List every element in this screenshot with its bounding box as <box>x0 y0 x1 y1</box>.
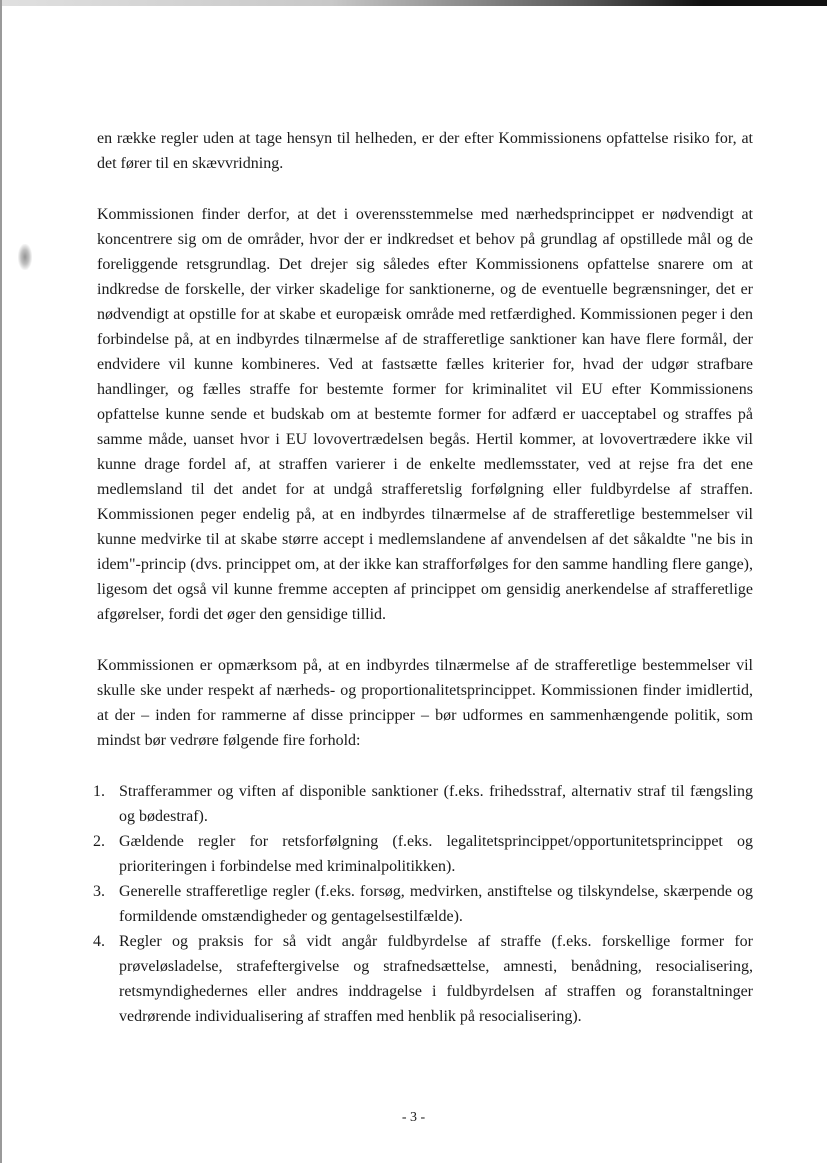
list-item-text: Gældende regler for retsforfølgning (f.eks. legalitetsprincippet/opportunitetsprincippet og prioriteringen i forbindelse med kriminalpolitikken). <box>119 833 753 875</box>
scan-top-edge <box>0 0 827 6</box>
document-body <box>93 126 753 1029</box>
list-item-number: 2. <box>93 833 105 850</box>
list-item-text: Regler og praksis for så vidt angår fuldbyrdelse af straffe (f.eks. forskellige former for prøveløsladelse, strafeftergivelse og strafnedsættelse, amnesti, benådning, resocialisering, retsmyndighedernes eller andres inddragelse i fuldbyrdelsen af straffen og foranstaltninger vedrørende individualisering af straffen med henblik på resocialisering). <box>119 933 753 1025</box>
list-item-number: 4. <box>93 933 105 950</box>
list-item-number: 1. <box>93 783 105 800</box>
list-item <box>93 929 753 1029</box>
page-number: - 3 - <box>401 1110 426 1125</box>
numbered-list <box>93 779 753 1029</box>
list-item-number: 3. <box>93 883 105 900</box>
paragraph-continuation: en række regler uden at tage hensyn til helheden, er der efter Kommissionens opfattelse risiko for, at det fører til en skævvridning. <box>97 130 753 172</box>
scan-left-edge <box>0 0 2 1163</box>
list-item <box>93 829 753 879</box>
paragraph-proportionality: Kommissionen er opmærksom på, at en indbyrdes tilnærmelse af de strafferetlige bestemmelser vil skulle ske under respekt af nærheds- og proportionalitetsprincippet. Kommissionen finder imidlertid, at der – inden for rammerne af disse principper – bør udformes en sammenhængende politik, som mindst bør vedrøre følgende fire forhold: <box>97 657 753 749</box>
paragraph-subsidiarity: Kommissionen finder derfor, at det i overensstemmelse med nærhedsprincippet er nødvendigt at koncentrere sig om de områder, hvor der er indkredset et behov på grundlag af opstillede mål og de foreliggende retsgrundlag. Det drejer sig således efter Kommissionens opfattelse snarere om at indkredse de forskelle, der virker skadelige for sanktionerne, og de eventuelle begrænsninger, det er nødvendigt at opstille for at skabe et europæisk område med retfærdighed. Kommissionen peger i den forbindelse på, at en indbyrdes tilnærmelse af de strafferetlige sanktioner kan have flere formål, der endvidere vil kunne kombineres. Ved at fastsætte fælles kriterier for, hvad der udgør strafbare handlinger, og fælles straffe for bestemte former for kriminalitet vil EU efter Kommissionens opfattelse kunne sende et budskab om at bestemte former for adfærd er uacceptabel og straffes på samme måde, uanset hvor i EU lovovertrædelsen begås. Hertil kommer, at lovovertrædere ikke vil kunne drage fordel af, at straffen varierer i de enkelte medlemsstater, ved at rejse fra det ene medlemsland til det andet for at undgå strafferetslig forfølgning eller fuldbyrdelse af straffen. Kommissionen peger endelig på, at en indbyrdes tilnærmelse af de strafferetlige bestemmelser vil kunne medvirke til at skabe større accept i medlemslandene af anvendelsen af det såkaldte "ne bis in idem"-princip (dvs. princippet om, at der ikke kan strafforfølges for den samme handling flere gange), ligesom det også vil kunne fremme accepten af princippet om gensidig anerkendelse af strafferetlige afgørelser, fordi det øger den gensidige tillid. <box>97 206 753 623</box>
list-item <box>93 779 753 829</box>
list-item <box>93 879 753 929</box>
list-item-text: Strafferammer og viften af disponible sanktioner (f.eks. frihedsstraf, alternativ straf til fængsling og bødestraf). <box>119 783 753 825</box>
list-item-text: Generelle strafferetlige regler (f.eks. forsøg, medvirken, anstiftelse og tilskyndelse, skærpende og formildende omstændigheder og gentagelsestilfælde). <box>119 883 753 925</box>
scan-smudge <box>18 244 32 270</box>
